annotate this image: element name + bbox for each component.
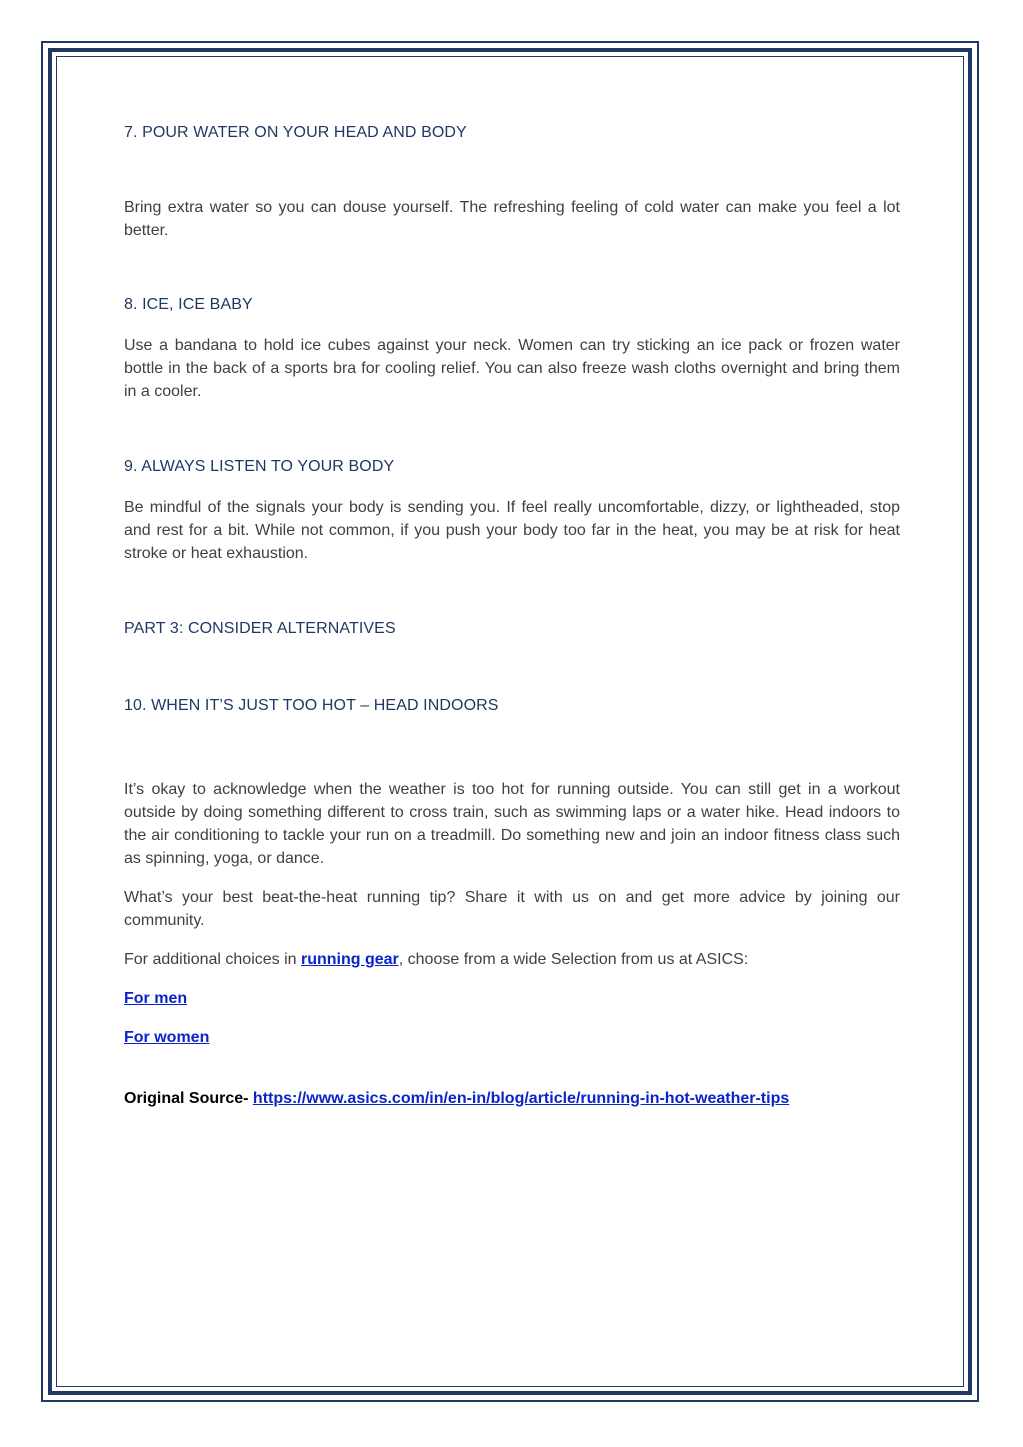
section-9-heading: 9. ALWAYS LISTEN TO YOUR BODY [124, 458, 395, 475]
closing-question: What’s your best beat-the-heat running tip? Share it with us on and get more advice by joining our community. [124, 889, 900, 929]
running-gear-link[interactable]: running gear [300, 951, 399, 968]
for-men-line [124, 987, 187, 1010]
section-10-heading: 10. WHEN IT’S JUST TOO HOT – HEAD INDOORS [124, 697, 499, 714]
page-border [41, 41, 979, 1402]
section-8-body: Use a bandana to hold ice cubes against your neck. Women can try sticking an ice pack or frozen water bottle in the back of a sports bra for cooling relief. You can also freeze wash cloths overnight and bring them in a cooler. [124, 337, 900, 400]
section-7-body: Bring extra water so you can douse yourself. The refreshing feeling of cold water can make you feel a lot better. [124, 199, 900, 239]
for-women-line [124, 1026, 209, 1049]
section-9-body: Be mindful of the signals your body is sending you. If feel really uncomfortable, dizzy, or lightheaded, stop and rest for a bit. While not common, if you push your body too far in the heat, you may be at risk for heat stroke or heat exhaustion. [124, 499, 900, 562]
page-border-innermost [56, 56, 964, 1387]
for-women-link[interactable]: For women [124, 1029, 210, 1046]
part-3-heading: PART 3: CONSIDER ALTERNATIVES [124, 620, 396, 637]
section-10-body: It’s okay to acknowledge when the weather is too hot for running outside. You can still get in a workout outside by doing something different to cross train, such as swimming laps or a water hike. Head indoors to the air conditioning to tackle your run on a treadmill. Do something new and join an indoor fitness class such as spinning, yoga, or dance. [124, 781, 900, 867]
original-source-link[interactable]: https://www.asics.com/in/en-in/blog/article/running-in-hot-weather-tips [252, 1090, 790, 1107]
section-8-heading: 8. ICE, ICE BABY [124, 296, 253, 313]
page-border-inner [48, 48, 972, 1395]
gear-line [124, 948, 900, 971]
section-7-heading: 7. POUR WATER ON YOUR HEAD AND BODY [124, 124, 467, 141]
gear-line-prefix: For additional choices in [124, 951, 301, 968]
gear-line-suffix: , choose from a wide Selection from us at ASICS: [398, 951, 749, 968]
for-men-link[interactable]: For men [124, 990, 188, 1007]
original-source-label: Original Source- [124, 1090, 253, 1107]
original-source-line [124, 1087, 789, 1110]
